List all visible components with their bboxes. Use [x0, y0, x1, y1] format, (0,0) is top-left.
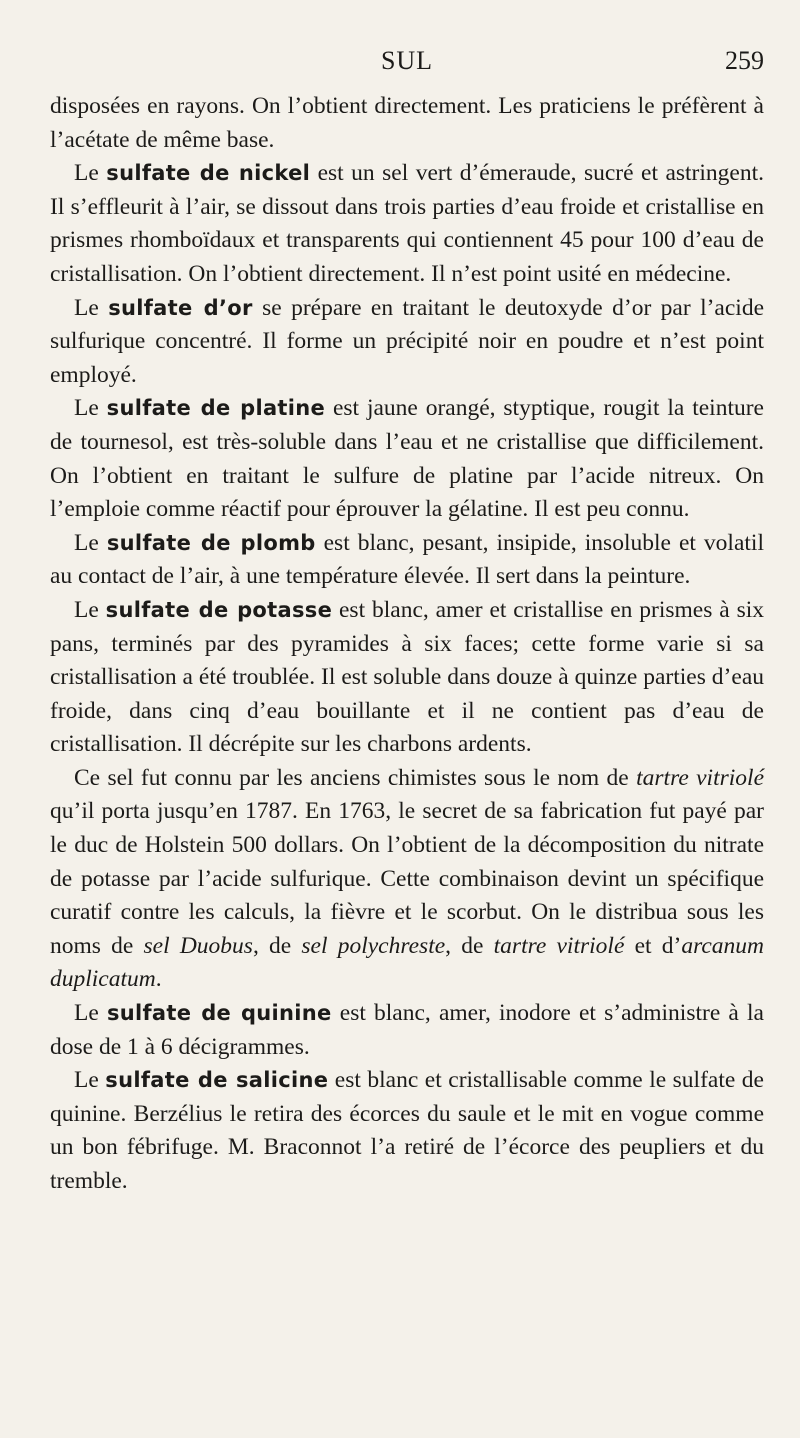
paragraph-text: Le [74, 1000, 107, 1027]
entry-term: sulfate d’or [108, 295, 253, 320]
paragraph-text: , de [252, 932, 302, 959]
paragraph-text: . [155, 966, 162, 993]
paragraph-text: Ce sel fut connu par les anciens chimistes sous le nom de [74, 764, 637, 791]
paragraph-text: Le [74, 160, 107, 187]
body-text [50, 90, 764, 1199]
paragraph [50, 527, 764, 594]
paragraph-text: est blanc, amer, inodore et s’administre à la dose de 1 à 6 décigrammes. [50, 1000, 764, 1060]
paragraph-text: qu’il porta jusqu’en 1787. En 1763, le secret de sa fabrication fut payé par le duc de Holstein 500 dollars. On l’obtient de la décomposition du nitrate de potasse par l’acide sulfurique. Cette combinaison devint un spécifique curatif contre les calculs, la fièvre et le scorbut. On le distribua sous les noms de [50, 798, 764, 959]
paragraph-text: est blanc et cristallisable comme le sulfate de quinine. Berzélius le retira des écorces du saule et le mit en vogue comme un bon fébrifuge. M. Braconnot l’a retiré de l’écorce des peupliers et du tremble. [50, 1067, 764, 1194]
paragraph-text: se prépare en traitant le deutoxyde d’or par l’acide sulfurique concentré. Il forme un précipité noir en poudre et n’est point employé. [50, 294, 765, 388]
paragraph [50, 1064, 764, 1198]
paragraph [50, 392, 764, 526]
paragraph-text: Le [74, 596, 106, 623]
paragraph-text: , de [445, 932, 494, 959]
italic-text: tartre vitriolé [493, 932, 625, 959]
paragraph-text: Le [74, 294, 109, 321]
entry-term: sulfate de salicine [105, 1068, 329, 1093]
paragraph-text: est jaune orangé, styptique, rougit la teinture de tournesol, est très-soluble dans l’eau et ne cristallise que difficilement. On l’obtient en traitant le sulfure de platine par l’acide nitreux. On l’emploie comme réactif pour éprouver la gélatine. Il est peu connu. [50, 395, 764, 523]
entry-term: sulfate de plomb [106, 530, 316, 555]
paragraph-text: est un sel vert d’émeraude, sucré et astringent. Il s’effleurit à l’air, se dissout dans trois parties d’eau froide et cristallise en prismes rhomboïdaux et transparents qui contiennent 45 pour 100 d’eau de cristallisation. On l’obtient directement. Il n’est point usité en médecine. [50, 160, 764, 287]
paragraph-text: Le [74, 395, 107, 422]
paragraph-text: et d’ [624, 932, 682, 959]
entry-term: sulfate de potasse [105, 597, 333, 622]
page-number: 259 [725, 46, 764, 75]
paragraph-text: est blanc, amer et cristallise en prismes à six pans, terminés par des pyramides à six faces; cette forme varie si sa cristallisation a été troublée. Il est soluble dans douze à quinze parties d’eau froide, dans cinq d’eau bouillante et il ne contient pas d’eau de cristallisation. Il décrépite sur les charbons ardents. [50, 596, 764, 758]
running-head: SUL [380, 46, 434, 75]
paragraph-text: est blanc, pesant, insipide, insoluble et volatil au contact de l’air, à une température élevée. Il sert dans la peinture. [50, 529, 764, 590]
italic-text: sel Duobus [143, 932, 253, 959]
paragraph-text: disposées en rayons. On l’obtient directement. Les praticiens le préfèrent à l’acétate de même base. [50, 93, 764, 153]
italic-text: sel polychreste [301, 932, 446, 959]
paragraph [50, 90, 764, 157]
paragraph-text: Le [74, 1067, 106, 1094]
paragraph [50, 997, 764, 1064]
paragraph [50, 292, 764, 393]
paragraph [50, 594, 764, 762]
entry-term: sulfate de quinine [106, 1001, 332, 1026]
entry-term: sulfate de nickel [106, 161, 311, 186]
paragraph-text: Le [74, 529, 107, 556]
page-header [50, 0, 764, 90]
italic-text: tartre vitriolé [636, 764, 764, 791]
paragraph [50, 157, 764, 291]
paragraph [50, 762, 764, 997]
entry-term: sulfate de platine [106, 396, 326, 421]
italic-text: arcanum duplicatum [50, 932, 764, 993]
